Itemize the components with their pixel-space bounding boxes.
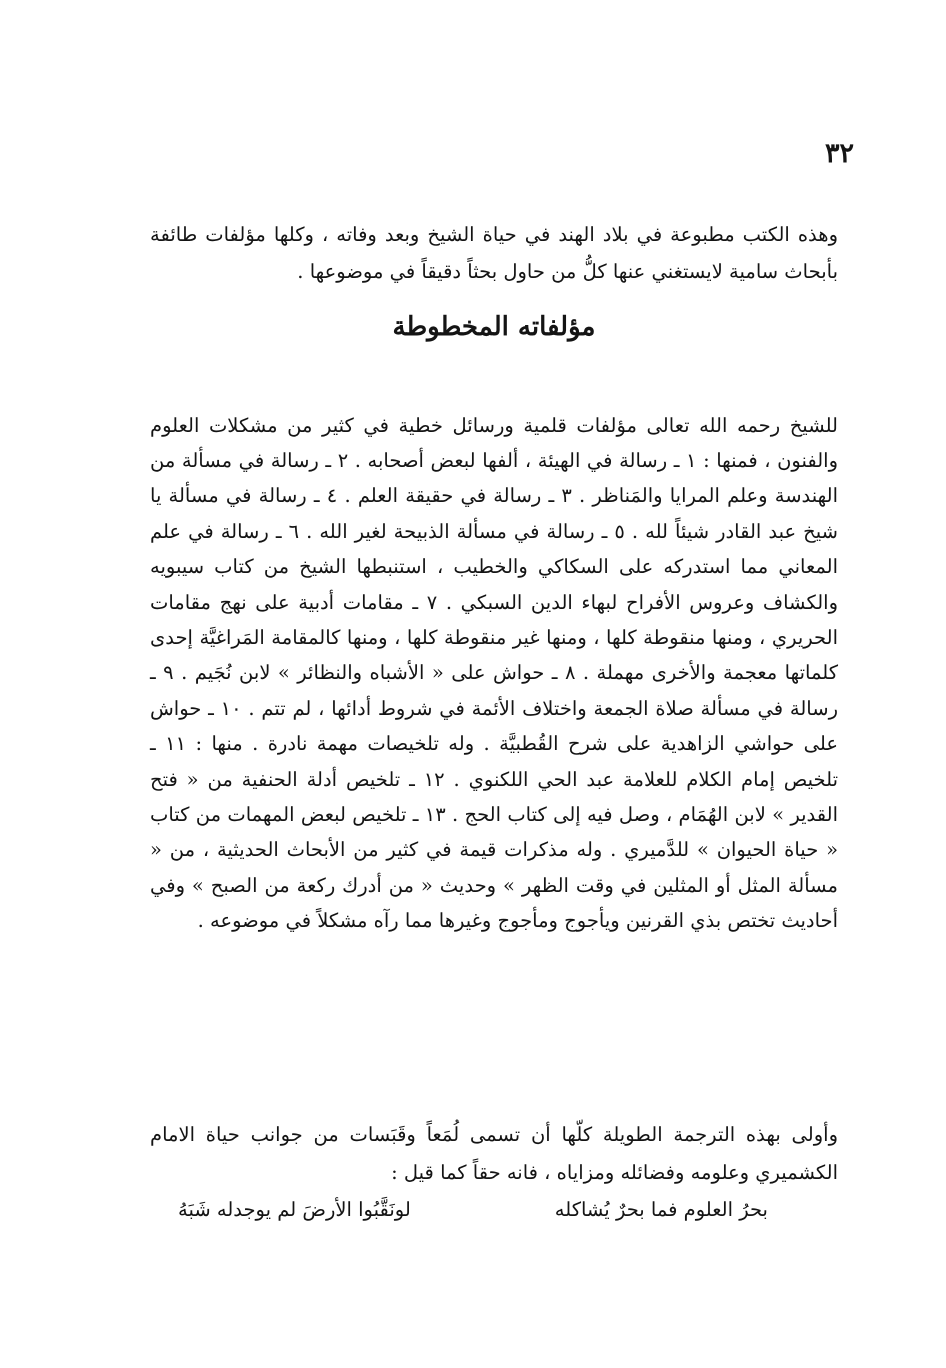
verse-second-hemistich: لونَقَّبُوا الأرضَ لم يوجدله شَبَهُ xyxy=(178,1198,411,1221)
closing-paragraph: وأولى بهذه الترجمة الطويلة كلّها أن تسمى لُمَعاً وقَبَسات من جوانب حياة الامام الكشميري وعلومه وفضائله ومزاياه ، فانه حقاً كما قيل : xyxy=(150,1122,838,1184)
section-heading: مؤلفاته المخطوطة xyxy=(392,312,596,342)
manuscripts-paragraph: للشيخ رحمه الله تعالى مؤلفات قلمية ورسائل خطية في كثير من مشكلات العلوم والفنون ، فمنها : ١ ـ رسالة في الهيئة ، ألفها لبعض أصحابه . ٢ ـ رسالة في مسألة من الهندسة وعلم المرايا والمَناظر . ٣ ـ رسالة في حقيقة العلم . ٤ ـ رسالة في مسألة يا شيخ عبد القادر شيئاً لله . ٥ ـ رسالة في مسألة الذبيحة لغير الله . ٦ ـ رسالة في علم المعاني مما استدركه على السكاكي والخطيب ، استنبطها الشيخ من كتاب سيبويه والكشاف وعروس الأفراح لبهاء الدين السبكي . ٧ ـ مقامات أدبية على نهج مقامات الحريري ، ومنها منقوطة كلها ، ومنها غير منقوطة كلها ، ومنها كالمقامة المَراغيَّة إحدى كلماتها معجمة والأخرى مهملة . ٨ ـ حواش على « الأشباه والنظائر » لابن نُجَيم . ٩ ـ رسالة في مسألة صلاة الجمعة واختلاف الأئمة في شروط أدائها ، لم تتم . ١٠ ـ حواش على حواشي الزاهدية على شرح القُطبيَّة . وله تلخيصات مهمة نادرة . منها : ١١ ـ تلخيص إمام الكلام للعلامة عبد الحي اللكنوي . ١٢ ـ تلخيص أدلة الحنفية من « فتح القدير » لابن الهُمَام ، وصل فيه إلى كتاب الحج . ١٣ ـ تلخيص لبعض المهمات من كتاب « حياة الحيوان » للدَّميري . وله مذكرات قيمة في كثير من الأبحاث الحديثية ، من « مسألة المثل أو المثلين في وقت الظهر » وحديث « من أدرك ركعة من الصبح » وفي أحاديث تختص بذي القرنين ويأجوج ومأجوج وغيرها مما رآه مشكلاً في موضوعه . xyxy=(150,413,839,933)
verse-first-hemistich: بحرُ العلوم فما بحرٌ يُشاكله xyxy=(554,1198,768,1221)
page-number: ٣٢ xyxy=(824,138,854,169)
intro-paragraph: وهذه الكتب مطبوعة في بلاد الهند في حياة الشيخ وبعد وفاته ، وكلها مؤلفات طائفة بأبحاث سامية لايستغني عنها كلُّ من حاول بحثاً دقيقاً في موضوعها . xyxy=(150,222,838,283)
poem-verse xyxy=(178,1195,768,1225)
